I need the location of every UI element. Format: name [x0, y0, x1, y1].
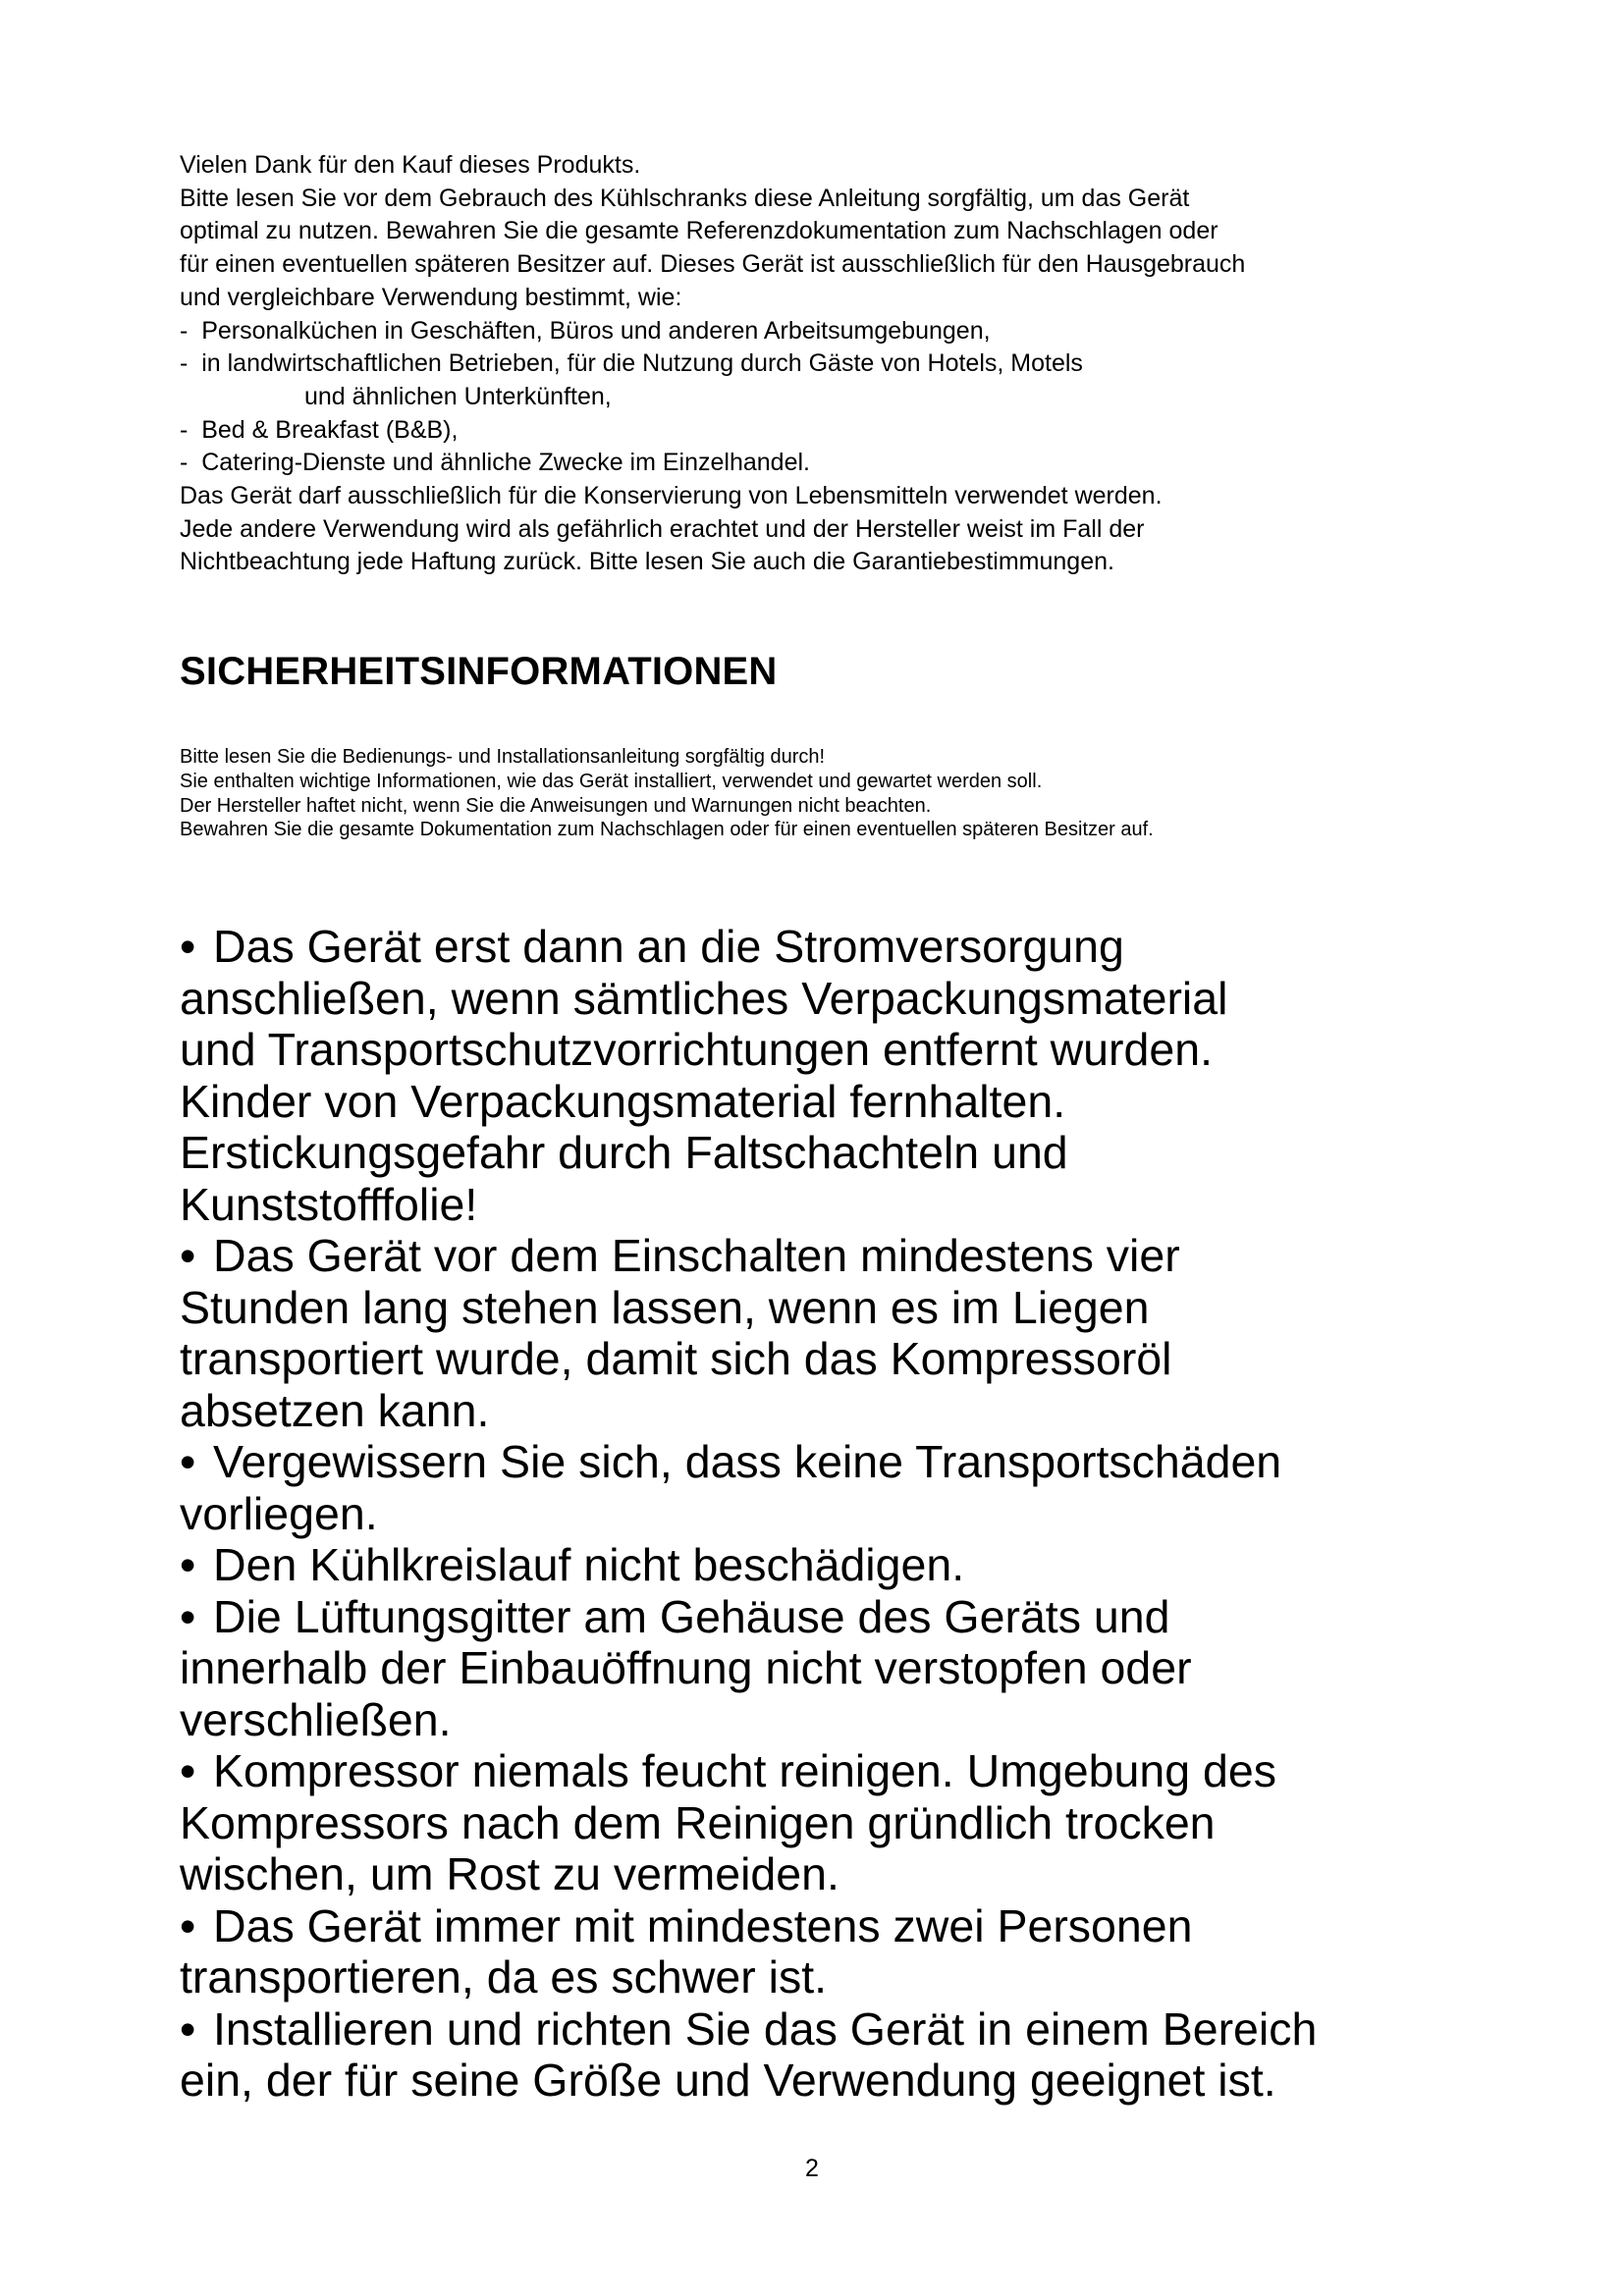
intro-line: Bitte lesen Sie vor dem Gebrauch des Kühlschranks diese Anleitung sorgfältig, um das Gerät — [180, 184, 1190, 212]
bullet-icon: • — [180, 1745, 196, 1796]
intro-list-item: - Catering-Dienste und ähnliche Zwecke im Einzelhandel. — [180, 449, 810, 477]
bullet-line: transportiert wurde, damit sich das Kompressoröl — [180, 1333, 1172, 1384]
bullet-line — [180, 2003, 1486, 2056]
bullet-line: anschließen, wenn sämtliches Verpackungsmaterial — [180, 972, 1228, 1024]
bullet-line: Kompressors nach dem Reinigen gründlich trocken — [180, 1796, 1216, 1848]
bullet-icon: • — [180, 1230, 196, 1281]
bullet-line: Kinder von Verpackungsmaterial fernhalten. — [180, 1075, 1066, 1127]
intro-line: Vielen Dank für den Kauf dieses Produkts. — [180, 151, 641, 179]
bullet-text: Die Lüftungsgitter am Gehäuse des Geräts und — [213, 1590, 1170, 1642]
bullet-text: Das Gerät immer mit mindestens zwei Personen — [213, 1899, 1193, 1951]
bullet-line: Kunststofffolie! — [180, 1178, 478, 1230]
intro-line: und vergleichbare Verwendung bestimmt, wie: — [180, 283, 682, 311]
intro-list-item: - Personalküchen in Geschäften, Büros und anderen Arbeitsumgebungen, — [180, 316, 991, 345]
bullet-line — [180, 1900, 1486, 1952]
bullet-text: Installieren und richten Sie das Gerät in einem Bereich — [213, 2002, 1318, 2055]
bullet-icon: • — [180, 1590, 196, 1642]
notice-line: Bitte lesen Sie die Bedienungs- und Installationsanleitung sorgfältig durch! — [180, 746, 826, 768]
bullet-line: wischen, um Rost zu vermeiden. — [180, 1848, 839, 1899]
notice-line: Der Hersteller haftet nicht, wenn Sie die Anweisungen und Warnungen nicht beachten. — [180, 794, 932, 817]
bullet-icon: • — [180, 1539, 196, 1590]
intro-line: für einen eventuellen späteren Besitzer auf. Dieses Gerät ist ausschließlich für den Hausgebrauch — [180, 250, 1246, 279]
bullet-line: Stunden lang stehen lassen, wenn es im Liegen — [180, 1281, 1150, 1333]
notice-line: Bewahren Sie die gesamte Dokumentation zum Nachschlagen oder für einen eventuellen späteren Besitzer auf. — [180, 819, 1154, 841]
intro-list-item: - Bed & Breakfast (B&B), — [180, 415, 459, 444]
bullet-line — [180, 1591, 1486, 1643]
bullet-line — [180, 1539, 1486, 1591]
intro-line: Nichtbeachtung jede Haftung zurück. Bitte lesen Sie auch die Garantiebestimmungen. — [180, 548, 1114, 576]
notice-section — [180, 745, 1456, 842]
bullet-icon: • — [180, 1436, 196, 1487]
bullet-line: und Transportschutzvorrichtungen entfernt wurden. — [180, 1024, 1214, 1075]
bullet-line: Erstickungsgefahr durch Faltschachteln und — [180, 1127, 1068, 1178]
bullet-line — [180, 1230, 1486, 1282]
bullet-icon: • — [180, 1899, 196, 1951]
bullet-text: Vergewissern Sie sich, dass keine Transportschäden — [213, 1436, 1282, 1487]
intro-list-item: - in landwirtschaftlichen Betrieben, für die Nutzung durch Gäste von Hotels, Motels — [180, 349, 1083, 378]
section-heading: SICHERHEITSINFORMATIONEN — [180, 650, 778, 693]
bullet-text: Kompressor niemals feucht reinigen. Umgebung des — [213, 1745, 1276, 1796]
bullet-line — [180, 1436, 1486, 1488]
bullet-text: Das Gerät erst dann an die Stromversorgung — [213, 921, 1124, 972]
bullet-line — [180, 1745, 1486, 1797]
intro-section — [180, 149, 1456, 579]
bullet-line — [180, 921, 1486, 973]
intro-line: Das Gerät darf ausschließlich für die Konservierung von Lebensmitteln verwendet werden. — [180, 482, 1163, 510]
bullet-line: verschließen. — [180, 1693, 452, 1745]
intro-line: optimal zu nutzen. Bewahren Sie die gesamte Referenzdokumentation zum Nachschlagen oder — [180, 217, 1218, 245]
bullet-text: Das Gerät vor dem Einschalten mindestens vier — [213, 1230, 1180, 1281]
notice-line: Sie enthalten wichtige Informationen, wie das Gerät installiert, verwendet und gewartet werden soll. — [180, 770, 1043, 792]
page-number: 2 — [805, 2155, 819, 2182]
bullet-line: transportieren, da es schwer ist. — [180, 1951, 828, 2002]
intro-list-item-continuation: und ähnlichen Unterkünften, — [304, 382, 612, 410]
bullet-line: vorliegen. — [180, 1487, 378, 1539]
intro-line: Jede andere Verwendung wird als gefährlich erachtet und der Hersteller weist im Fall der — [180, 514, 1145, 543]
bullet-line: innerhalb der Einbauöffnung nicht verstopfen oder — [180, 1642, 1192, 1693]
bullet-text: Den Kühlkreislauf nicht beschädigen. — [213, 1539, 965, 1590]
bullet-icon: • — [180, 2002, 196, 2055]
bullet-line: absetzen kann. — [180, 1384, 490, 1436]
bullet-line: ein, der für seine Größe und Verwendung geeignet ist. — [180, 2055, 1276, 2106]
safety-bullets — [180, 921, 1486, 2107]
bullet-icon: • — [180, 921, 196, 972]
